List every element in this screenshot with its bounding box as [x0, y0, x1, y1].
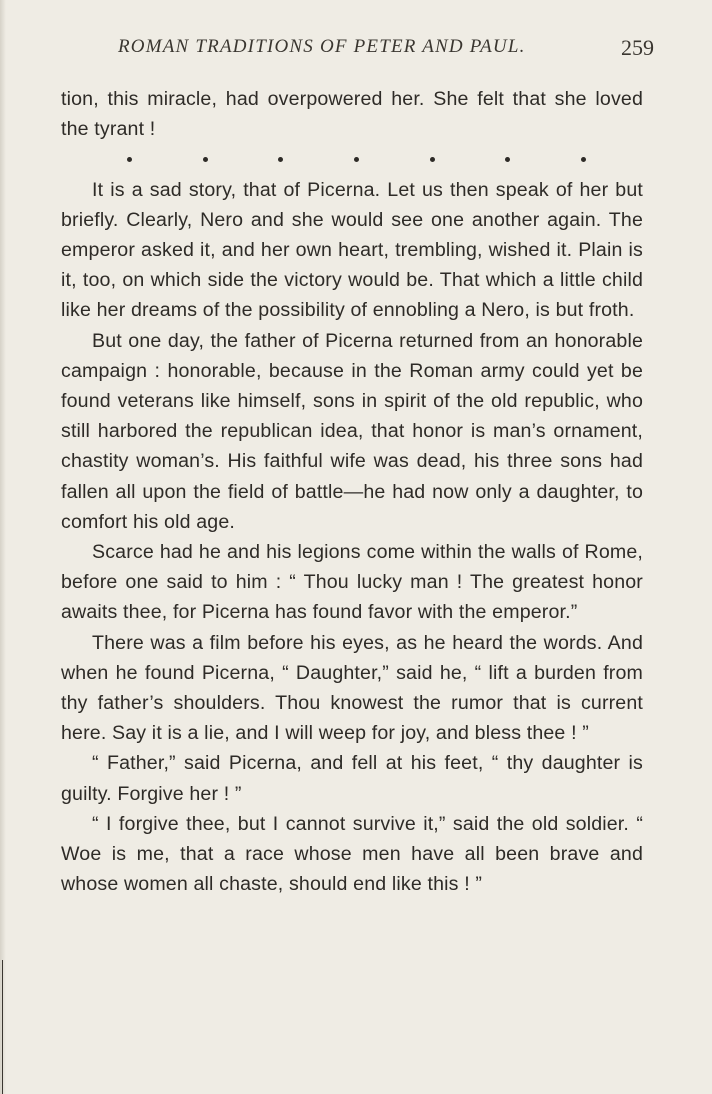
ellipsis-dot: [354, 157, 359, 162]
paragraph: “ I forgive thee, but I cannot survive it,” said the old soldier. “ Woe is me, that a race whose men have all been brave and whose women all chaste, should end like this ! ”: [61, 812, 643, 896]
paragraph-continuation: tion, this miracle, had overpowered her. She felt that she loved the tyrant !: [61, 88, 643, 141]
binding-margin-line: [2, 960, 3, 1094]
paragraph: It is a sad story, that of Picerna. Let us then speak of her but briefly. Clearly, Nero and she would see one another again. The emperor asked it, and her own heart, trembling, wished it. Plain is it, too, on which side the victory would be. That which a little child like her dreams of the possibility of ennobling a Nero, is but froth.: [61, 178, 643, 322]
ellipsis-dot: [278, 157, 283, 162]
ellipsis-dot: [203, 157, 208, 162]
ellipsis-dot: [505, 157, 510, 162]
section-break-dots: [61, 144, 643, 174]
paragraph: There was a film before his eyes, as he heard the words. And when he found Picerna, “ Daughter,” said he, “ lift a burden from thy father’s shoulders. Thou knowest the rumor that is current here. Say it is a lie, and I will weep for joy, and bless thee ! ”: [61, 631, 643, 745]
paragraph: “ Father,” said Picerna, and fell at his feet, “ thy daughter is guilty. Forgive her ! ”: [61, 752, 643, 805]
page-header: [60, 34, 656, 64]
ellipsis-dot: [127, 157, 132, 162]
page-number: 259: [621, 35, 654, 60]
running-head: ROMAN TRADITIONS OF PETER AND PAUL.: [118, 36, 526, 57]
page-body: [61, 84, 643, 899]
ellipsis-dot: [430, 157, 435, 162]
paragraph: Scarce had he and his legions come within the walls of Rome, before one said to him : “ Thou lucky man ! The greatest honor awaits thee, for Picerna has found favor with the emperor.”: [61, 541, 643, 624]
page-binding-shadow: [0, 0, 6, 1094]
ellipsis-dot: [581, 157, 586, 162]
paragraph: But one day, the father of Picerna returned from an honorable campaign : honorable, because in the Roman army could yet be found veterans like himself, sons in spirit of the old republic, who still harbored the republican idea, that honor is man’s ornament, chastity woman’s. His faithful wife was dead, his three sons had fallen all upon the field of battle—he had now only a daughter, to comfort his old age.: [61, 329, 643, 533]
